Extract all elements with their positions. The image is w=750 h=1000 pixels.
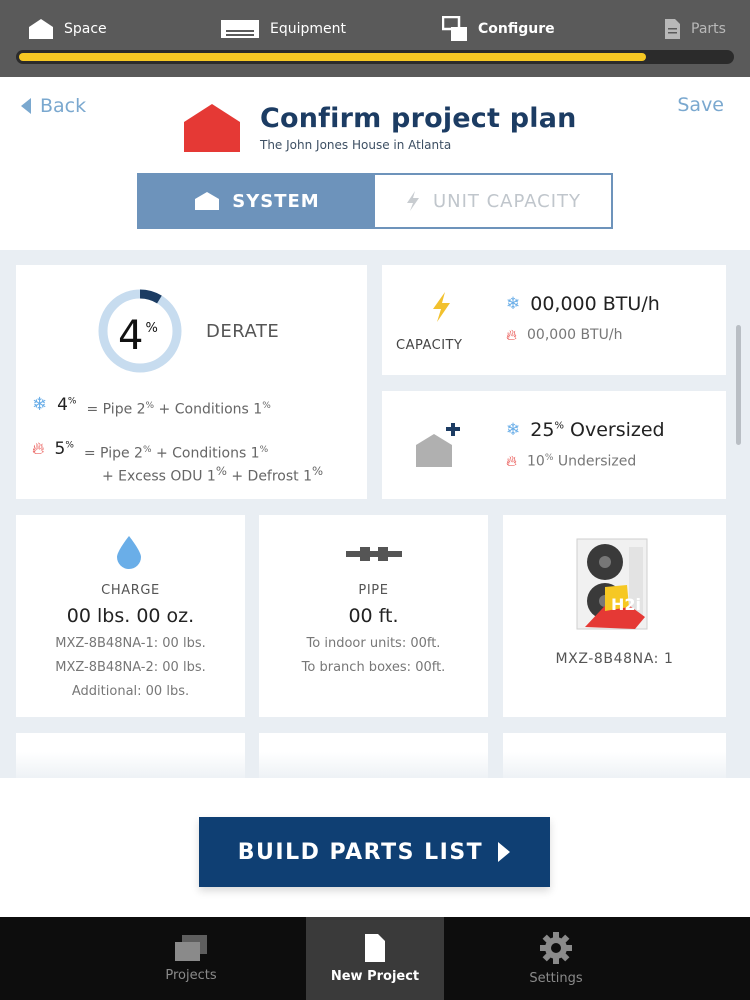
- save-button[interactable]: Save: [677, 94, 724, 116]
- capacity-card[interactable]: [382, 265, 726, 375]
- flame-icon: 🔥︎: [506, 326, 518, 344]
- sizing-heating: 🔥︎ 10% Undersized: [506, 452, 637, 470]
- charge-line-1: MXZ-8B48NA-1: 00 lbs.: [55, 636, 206, 651]
- progress-nav: [0, 0, 750, 77]
- charge-total: 00 lbs. 00 oz.: [66, 605, 195, 627]
- sizing-cooling: ❄ 25% Oversized: [506, 419, 665, 441]
- snowflake-icon: ❄: [506, 294, 521, 314]
- derate-value: 4 %: [118, 313, 158, 359]
- charge-label: CHARGE: [101, 583, 160, 598]
- tab-new-project[interactable]: [306, 917, 444, 1000]
- unit-card[interactable]: [503, 515, 726, 717]
- capacity-cooling: ❄ 00,000 BTU/h: [506, 293, 660, 315]
- sizing-card[interactable]: [382, 391, 726, 499]
- unit-label: MXZ-8B48NA: 1: [555, 651, 674, 667]
- pipe-label: PIPE: [358, 583, 389, 598]
- folders-icon: [174, 934, 208, 962]
- house-icon: [28, 18, 54, 40]
- derate-label: DERATE: [206, 321, 280, 342]
- capacity-label: CAPACITY: [396, 338, 463, 353]
- derate-card[interactable]: [16, 265, 367, 499]
- step-label: Equipment: [270, 21, 346, 37]
- play-arrow-icon: [497, 841, 511, 863]
- derate-heating-row: 🔥︎ 5% = Pipe 2% + Conditions 1%: [32, 439, 269, 462]
- back-button[interactable]: [20, 95, 86, 117]
- build-button-label: BUILD PARTS LIST: [237, 839, 484, 865]
- lightning-icon: [430, 291, 452, 323]
- progress-bar: [16, 50, 734, 64]
- tab-projects[interactable]: [115, 917, 267, 1000]
- tab-label: New Project: [330, 969, 420, 984]
- view-toggle: [137, 173, 613, 229]
- charge-line-2: MXZ-8B48NA-2: 00 lbs.: [55, 660, 206, 675]
- document-icon: [664, 18, 681, 40]
- tab-system[interactable]: [139, 175, 375, 227]
- droplet-icon: [116, 535, 142, 569]
- pipe-card[interactable]: [259, 515, 488, 717]
- page-header: [0, 77, 750, 250]
- pipe-line-1: To indoor units: 00ft.: [306, 636, 441, 651]
- gear-icon: [539, 931, 573, 965]
- snowflake-icon: ❄: [32, 394, 48, 415]
- pipe-total: 00 ft.: [348, 605, 399, 627]
- equipment-icon: [220, 19, 260, 39]
- house-add-icon: [416, 423, 462, 467]
- step-label: Parts: [691, 21, 726, 37]
- derate-cooling-row: ❄ 4% = Pipe 2% + Conditions 1%: [32, 394, 271, 418]
- step-configure[interactable]: [442, 14, 555, 44]
- scrollbar[interactable]: [736, 325, 741, 445]
- step-label: Configure: [478, 21, 555, 37]
- flame-icon: 🔥︎: [506, 452, 518, 470]
- red-house-icon: [184, 104, 240, 152]
- snowflake-icon: ❄: [506, 420, 521, 440]
- tab-label: Settings: [529, 971, 583, 986]
- derate-heating-row-2: + Excess ODU 1% + Defrost 1%: [102, 464, 324, 485]
- charge-line-3: Additional: 00 lbs.: [71, 684, 190, 699]
- bottom-tab-bar: [0, 917, 750, 1000]
- capacity-heating: 🔥︎ 00,000 BTU/h: [506, 326, 623, 344]
- configure-icon: [442, 16, 468, 42]
- tab-unit-capacity[interactable]: [375, 175, 611, 227]
- charge-card[interactable]: [16, 515, 245, 717]
- pipe-icon: [346, 547, 402, 561]
- build-parts-list-button[interactable]: [199, 817, 550, 887]
- step-space[interactable]: [28, 14, 107, 44]
- new-document-icon: [364, 933, 386, 963]
- h2i-badge: H2i: [611, 595, 642, 614]
- progress-fill: [19, 53, 646, 61]
- flame-icon: 🔥︎: [32, 439, 45, 459]
- page-title: Confirm project plan: [260, 103, 577, 134]
- pipe-line-2: To branch boxes: 00ft.: [301, 660, 446, 675]
- back-arrow-icon: [20, 97, 32, 115]
- step-label: Space: [64, 21, 107, 37]
- outdoor-unit-image: [575, 537, 651, 633]
- lightning-icon: [405, 190, 421, 212]
- action-area: [0, 778, 750, 917]
- step-parts[interactable]: [664, 14, 726, 44]
- tab-settings[interactable]: [484, 917, 628, 1000]
- back-label: Back: [40, 95, 87, 117]
- tab-unit-capacity-label: UNIT CAPACITY: [432, 190, 582, 212]
- step-equipment[interactable]: [220, 14, 346, 44]
- tab-system-label: SYSTEM: [232, 190, 320, 212]
- house-icon: [194, 191, 220, 211]
- page-subtitle: The John Jones House in Atlanta: [260, 138, 452, 152]
- tab-label: Projects: [165, 968, 217, 983]
